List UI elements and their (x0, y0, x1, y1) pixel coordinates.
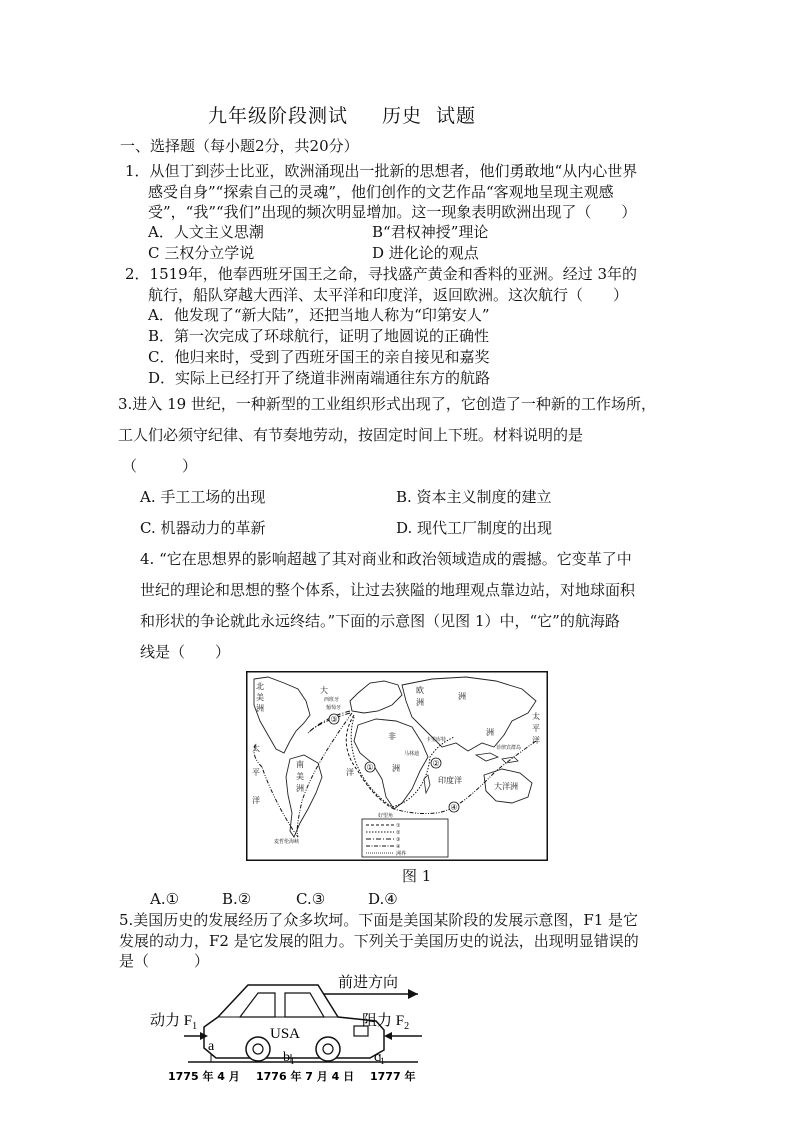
label-europe-ou: 欧 (416, 686, 424, 695)
usa-car-diagram (148, 970, 438, 1085)
label-magellan: 麦哲伦海峡 (274, 839, 300, 845)
q2-line2: 航行，船队穿越大西洋、太平洋和印度洋，返回欧洲。这次航行（ ） (148, 286, 629, 304)
title-subject: 历史 (382, 105, 423, 127)
q2-option-a: A．他发现了“新大陆”，还把当地人称为“印第安人” (148, 306, 490, 324)
legend-3: ③ (396, 837, 401, 843)
section-heading: 一、选择题（每小题2分，共20分） (120, 137, 359, 155)
label-philippines: 菲律宾群岛 (496, 745, 522, 751)
label-asia-zhou-2: 洲 (486, 728, 494, 737)
q5-line3: 是（ ） (119, 952, 210, 970)
q3-line2: 工人们必须守纪律、有节奏地劳动，按固定时间上下班。材料说明的是 (118, 426, 584, 444)
q1-line2: 感受自身”“探索自己的灵魂”，他们创作的文艺作品“客观地呈现主观感 (148, 183, 614, 201)
date-a-label: 1775 年 4 月 (168, 1070, 240, 1083)
q4-option-d: D.④ (368, 890, 398, 908)
q4-option-b: B.② (222, 890, 252, 908)
legend-2: ② (396, 830, 401, 836)
legend-1: ① (396, 823, 401, 829)
marker-2-label: ② (432, 759, 440, 768)
label-north-america-1: 北 (256, 682, 264, 691)
label-pacific-r3: 洋 (532, 736, 540, 745)
q3-option-a: A. 手工工场的出现 (140, 488, 266, 506)
label-pacific-l2: 平 (252, 768, 260, 777)
marker-3-label: ③ (330, 715, 338, 724)
q2-option-c: C．他归来时，受到了西班牙国王的亲自接见和嘉奖 (148, 348, 490, 366)
marker-1 (365, 762, 375, 772)
label-north-america-3: 洲 (256, 704, 264, 713)
label-atlantic-da: 大 (320, 686, 328, 695)
force2-label: 阻力 $F_2$ (362, 1013, 410, 1032)
label-pacific-r1: 太 (532, 712, 540, 721)
label-africa-zhou: 洲 (392, 764, 400, 773)
q4-line2: 世纪的理论和思想的整个体系，让过去狭隘的地理观点靠边站，对地球面积 (140, 581, 636, 599)
date-b-label: 1776 年 7 月 4 日 (256, 1070, 355, 1083)
label-pacific-l3: 洋 (252, 796, 260, 805)
voyage-route-map (246, 671, 548, 861)
label-cape: 好望角 (378, 813, 394, 819)
q1-option-a: A．人文主义思潮 (148, 223, 264, 241)
label-asia-zhou: 洲 (458, 692, 466, 701)
q3-option-b: B. 资本主义制度的建立 (396, 488, 552, 506)
page-title (208, 106, 476, 126)
label-atlantic-yang: 洋 (346, 768, 354, 777)
q2-line1: 2．1519年，他奉西班牙国王之命，寻找盛产黄金和香料的亚洲。经过 3年的 (125, 265, 638, 283)
q2-option-d: D．实际上已经打开了绕道非洲南端通往东方的航路 (148, 369, 491, 387)
q4-line1: 4. “它在思想界的影响超越了其对商业和政治领域造成的震撼。它变革了中 (140, 550, 632, 568)
label-calicut: 卡里库特 (426, 737, 447, 743)
figure-caption: 图 1 (402, 867, 432, 885)
marker-1-label: ① (366, 763, 374, 772)
label-south-america-3: 洲 (296, 784, 304, 793)
label-oceania: 大洋洲 (494, 782, 518, 791)
label-africa-fei: 非 (388, 732, 396, 741)
marker-2 (431, 758, 441, 768)
force2-arrow-head (384, 1032, 392, 1040)
wheel-front-hub (253, 1044, 263, 1054)
label-malindi: 马林迪 (404, 751, 420, 757)
point-c-label: $c_1$ (374, 1050, 385, 1066)
q1-line3: 受”，“我”“我们”出现的频次明显增加。这一现象表明欧洲出现了（ ） (148, 203, 637, 221)
label-spain: 西班牙 (324, 697, 340, 703)
title-exam: 九年级阶段测试 (208, 105, 349, 127)
wheel-rear-hub (323, 1044, 333, 1054)
label-indian-ocean: 印度洋 (438, 776, 462, 785)
point-b-label: $b_1$ (283, 1050, 295, 1066)
date-c-label: 1777 年 (370, 1070, 416, 1083)
label-south-america-2: 美 (296, 772, 304, 781)
marker-4-label: ④ (450, 803, 458, 812)
direction-arrow-head (408, 989, 418, 999)
label-pacific-l1: 太 (252, 744, 260, 753)
label-north-america-2: 美 (256, 693, 264, 702)
force1-label: 动力 $F_1$ (150, 1013, 198, 1032)
label-pacific-r2: 平 (532, 724, 540, 733)
label-europe-zhou: 洲 (416, 698, 424, 707)
map-legend (362, 819, 448, 857)
legend-4: ④ (396, 844, 401, 850)
point-a-label: a (208, 1039, 215, 1054)
label-portugal: 葡萄牙 (326, 705, 342, 711)
marker-3 (329, 714, 339, 724)
q4-option-a: A.① (150, 890, 180, 908)
marker-4 (449, 802, 459, 812)
q5-line2: 发展的动力，F2 是它发展的阻力。下列关于美国历史的说法，出现明显错误的 (119, 932, 639, 950)
q3-line1: 3.进入 19 世纪，一种新型的工业组织形式出现了，它创造了一种新的工作场所， (118, 395, 656, 413)
q1-line1: 1．从但丁到莎士比亚，欧洲涌现出一批新的思想者，他们勇敢地“从内心世界 (125, 162, 638, 180)
q4-line3: 和形状的争论就此永远终结。”下面的示意图（见图 1）中，“它”的航海路 (140, 612, 620, 630)
q3-line3: （ ） (122, 457, 198, 475)
label-south-america-1: 南 (296, 760, 304, 769)
title-paper: 试题 (436, 105, 477, 127)
q5-line1: 5.美国历史的发展经历了众多坎坷。下面是美国某阶段的发展示意图，F1 是它 (119, 911, 639, 929)
q4-line4: 线是（ ） (140, 643, 231, 661)
q2-option-b: B．第一次完成了环球航行，证明了地圆说的正确性 (148, 327, 490, 345)
q1-option-d: D 进化论的观点 (372, 244, 479, 262)
direction-label: 前进方向 (338, 975, 399, 991)
q3-option-d: D. 现代工厂制度的出现 (396, 519, 553, 537)
q3-option-c: C. 机器动力的革新 (140, 519, 266, 537)
legend-border: 洲界 (396, 851, 407, 857)
q4-option-c: C.③ (296, 890, 326, 908)
q1-option-c: C 三权分立学说 (148, 244, 255, 262)
q1-option-b: B“君权神授”理论 (372, 223, 489, 241)
usa-label: USA (270, 1026, 301, 1042)
